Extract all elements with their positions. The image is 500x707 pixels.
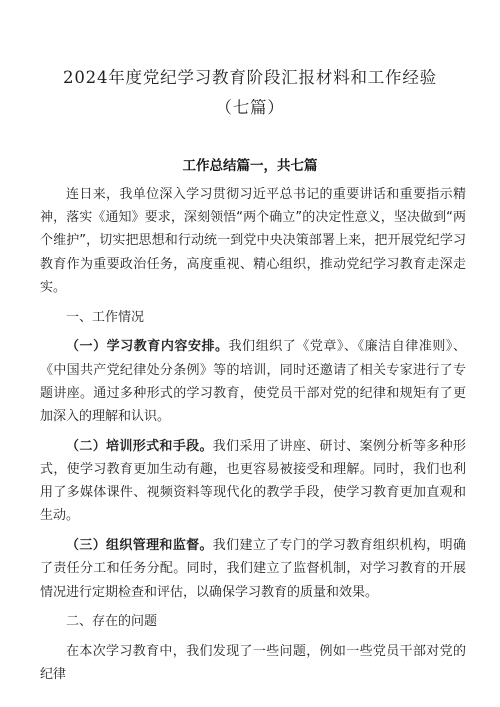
item2-paragraph: [40, 435, 466, 528]
document-title-line1: 2024年度党纪学习教育阶段汇报材料和工作经验: [63, 68, 437, 87]
item2-text: 我们采用了讲座、研讨、案例分析等多种形式，使学习教育更加生动有趣，也更容易被接受和理解。同时，我们也利用了多媒体课件、视频资料等现代化的教学手段，使学习教育更加直观和生动。: [40, 438, 466, 524]
item1-paragraph: [40, 335, 466, 428]
part1-heading: 一、工作情况: [66, 309, 145, 325]
part2-heading: 二、存在的问题: [66, 614, 158, 630]
item1-text: 我们组织了《党章》、《廉洁自律准则》、《中国共产党纪律处分条例》等的培训，同时还邀请了相关专家进行了专题讲座。通过多种形式的学习教育，使党员干部对党的纪律和规矩有了更加深入的理解和认识。: [40, 339, 466, 425]
document-title-line2: （七篇）: [215, 98, 285, 117]
section-heading: 工作总结篇一，共七篇: [182, 158, 318, 174]
document-body: [40, 183, 466, 693]
item1-lead: （一）学习教育内容安排。: [66, 339, 229, 355]
item2-lead: （二）培训形式和手段。: [66, 438, 213, 454]
intro-paragraph: 连日来，我单位深入学习贯彻习近平总书记的重要讲话和重要指示精神，落实《通知》要求，深刻领悟“两个确立”的决定性意义，坚决做到“两个维护”，切实把思想和行动统一到党中央决策部署上来，把开展党纪学习教育作为重要政治任务，高度重视、精心组织，推动党纪学习教育走深走实。: [40, 187, 466, 295]
item3-lead: （三）组织管理和监督。: [66, 538, 213, 554]
item3-text: 我们建立了专门的学习教育组织机构，明确了责任分工和任务分配。同时，我们建立了监督机制，对学习教育的开展情况进行定期检查和评估，以确保学习教育的质量和效果。: [40, 538, 466, 600]
item3-paragraph: [40, 534, 466, 604]
part2-paragraph: 在本次学习教育中，我们发现了一些问题，例如一些党员干部对党的纪律: [40, 644, 466, 683]
